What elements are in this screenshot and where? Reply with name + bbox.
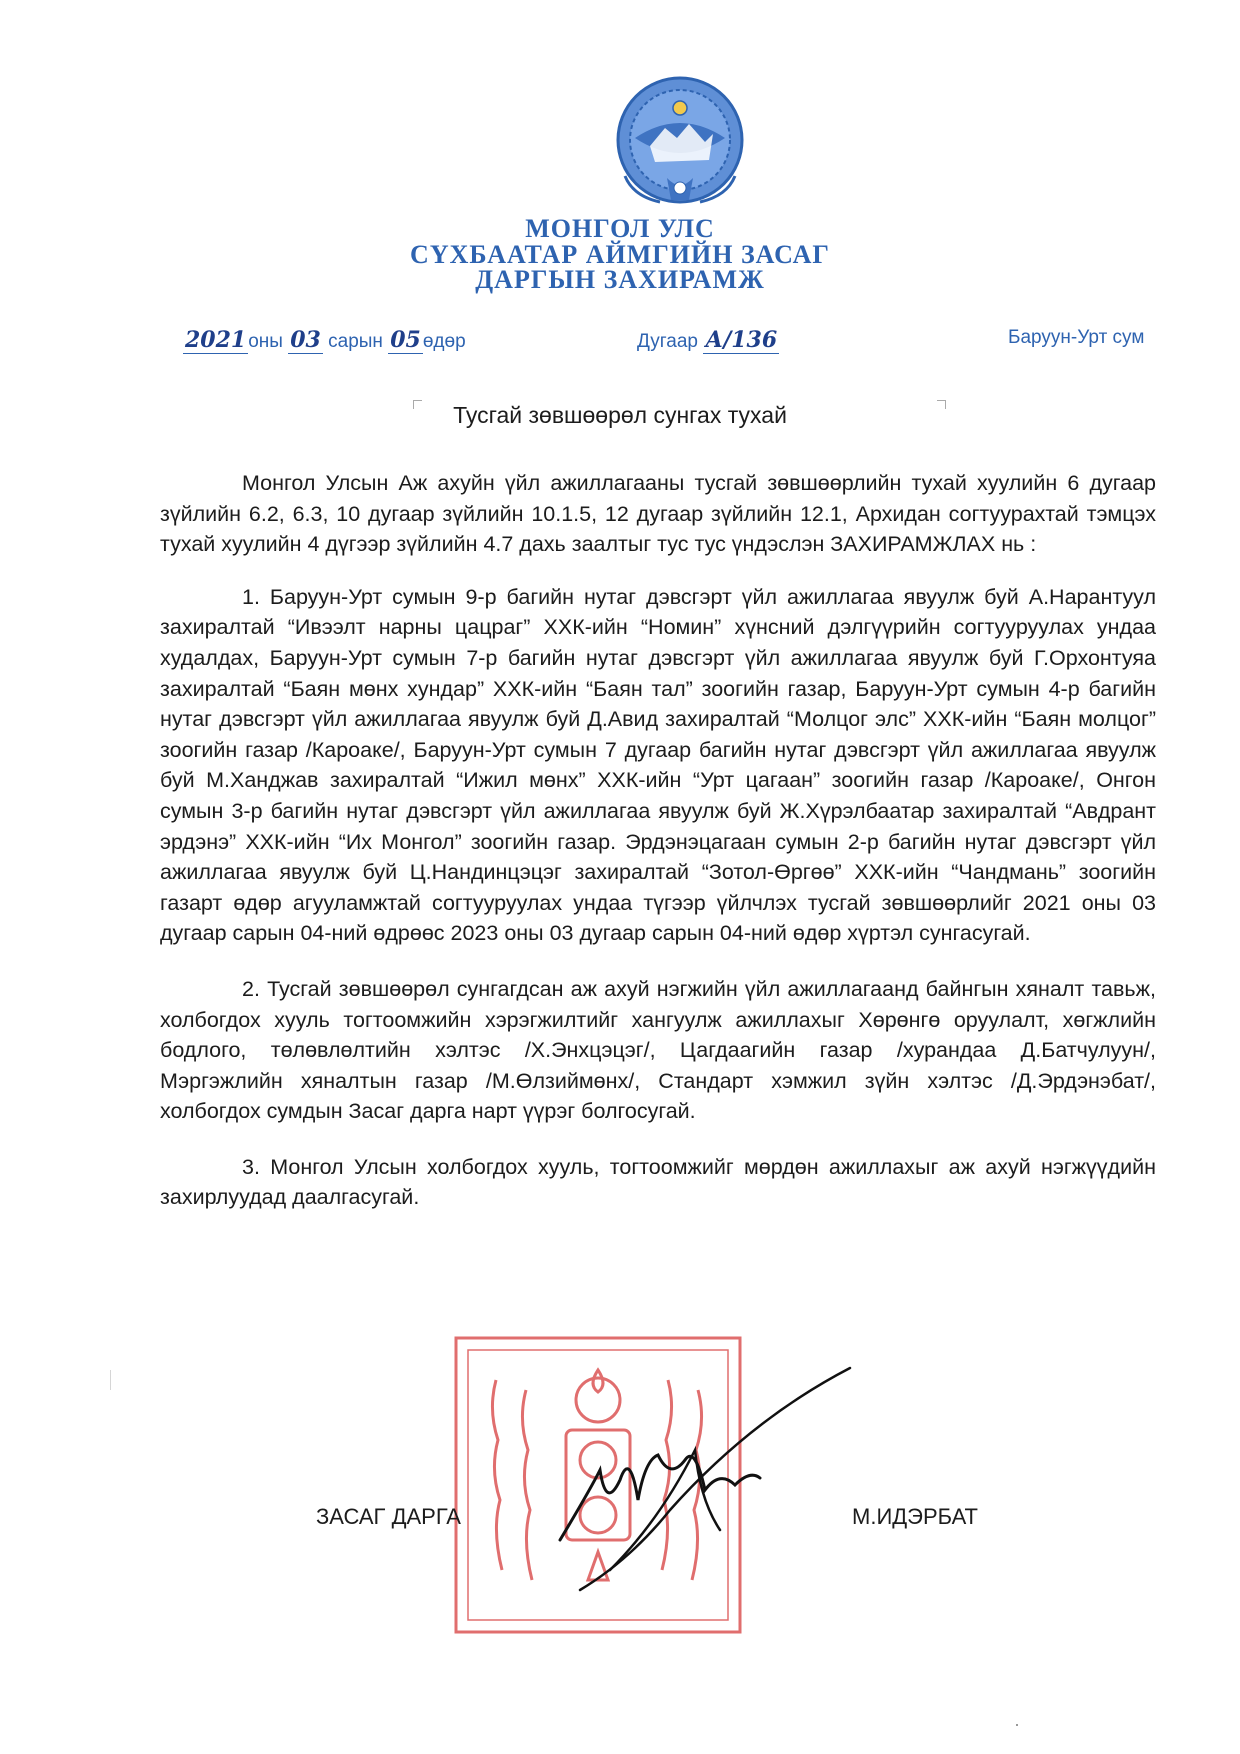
scan-mark (110, 1370, 111, 1390)
date-month: 03 (290, 327, 321, 353)
document-number (637, 327, 779, 353)
document-body (160, 468, 1156, 1238)
order-item-2: 2. Тусгай зөвшөөрөл сунгагдсан аж ахуй нэгжийн үйл ажиллагаанд байнгын хяналт тавьж, холбогдох хууль тогтоомжийн хэрэгжилтийг хангуулж ажиллахыг Хөрөнгө оруулалт, хөгжлийн бодлого, төлөвлөлтийн хэлтэс /Х.Энхцэцэг/, Цагдаагийн газар /хурандаа Д.Батчулуун/, Мэргэжлийн хяналтын газар /М.Өлзиймөнх/, Стандарт хэмжил зүйн хэлтэс /Д.Эрдэнэбат/, холбогдох сумдын Засаг дарга нарт үүрэг болгосугай. (160, 976, 1156, 1124)
date-year: 2021 (185, 327, 247, 353)
document-type-line: ДАРГЫН ЗАХИРАМЖ (475, 265, 765, 294)
preamble-paragraph: Монгол Улсын Аж ахуйн үйл ажиллагааны тусгай зөвшөөрлийн тухай хуулийн 6 дугаар зүйлийн 6.2, 6.3, 10 дугаар зүйлийн 10.1.5, 12 дугаар зүйлийн 12.1, Архидан согтуурахтай тэмцэх тухай хуулийн 4 дүгээр зүйлийн 4.7 дахь заалтыг тус тус үндэслэн ЗАХИРАМЖЛАХ нь : (160, 471, 1156, 557)
org-name-line-1: МОНГОЛ УЛС (525, 214, 715, 243)
date-day-suffix: өдөр (422, 331, 466, 352)
org-name-line-2: СҮХБААТАР АЙМГИЙН ЗАСАГ (410, 240, 830, 269)
number-value: А/136 (705, 327, 778, 353)
document-place: Баруун-Урт сум (1008, 327, 1145, 348)
scan-mark (1016, 1724, 1018, 1726)
date-month-suffix: сарын (328, 331, 383, 352)
date-year-suffix: оны (248, 331, 283, 352)
handwritten-signature-icon (520, 1360, 880, 1620)
signatory-title: ЗАСАГ ДАРГА (316, 1504, 461, 1529)
document-title: Тусгай зөвшөөрөл сунгах тухай (453, 402, 787, 428)
signatory-name: М.ИДЭРБАТ (852, 1504, 978, 1529)
order-item-1: 1. Баруун-Урт сумын 9-р багийн нутаг дэвсгэрт үйл ажиллагаа явуулж буй А.Нарантуул захиралтай “Ивээлт нарны цацраг” ХХК-ийн “Номин” хүнсний дэлгүүрийн согтууруулах ундаа худалдах, Баруун-Урт сумын 7-р багийн нутаг дэвсгэрт үйл ажиллагаа явуулж буй Г.Орхонтуяа захиралтай “Баян мөнх хундар” ХХК-ийн “Баян тал” зоогийн газар, Баруун-Урт сумын 4-р багийн нутаг дэвсгэрт үйл ажиллагаа явуулж буй Д.Авид захиралтай “Молцог элс” ХХК-ийн “Баян молцог” зоогийн газар /Кароаке/, Баруун-Урт сумын 7 дугаар багийн нутаг дэвсгэрт үйл ажиллагаа явуулж буй М.Ханджав захиралтай “Ижил мөнх” ХХК-ийн “Урт цагаан” зоогийн газар /Кароаке/, Онгон сумын 3-р багийн нутаг дэвсгэрт үйл ажиллагаа явуулж буй Ж.Хүрэлбаатар захиралтай “Авдрант эрдэнэ” ХХК-ийн “Их Монгол” зоогийн газар. Эрдэнэцагаан сумын 2-р багийн нутаг дэвсгэрт үйл ажиллагаа явуулж буй Ц.Нандинцэцэг захиралтай “Зотол-Өргөө” ХХК-ийн “Чандмань” зоогийн газарт өдөр агууламжтай согтууруулах ундаа түгээр үйлчлэх тусгай зөвшөөрлийг 2021 оны 03 дугаар сарын 04-ний өдрөөс 2023 оны 03 дугаар сарын 04-ний өдөр хүртэл сунгасугай. (160, 584, 1156, 946)
date-day: 05 (390, 327, 421, 353)
order-item-3: 3. Монгол Улсын холбогдох хууль, тогтоомжийг мөрдөн ажиллахыг аж ахуй нэгжүүдийн захирлуудад даалгасугай. (160, 1154, 1156, 1210)
number-label: Дугаар (637, 331, 698, 352)
state-emblem-icon (605, 68, 755, 218)
document-date (183, 327, 466, 353)
